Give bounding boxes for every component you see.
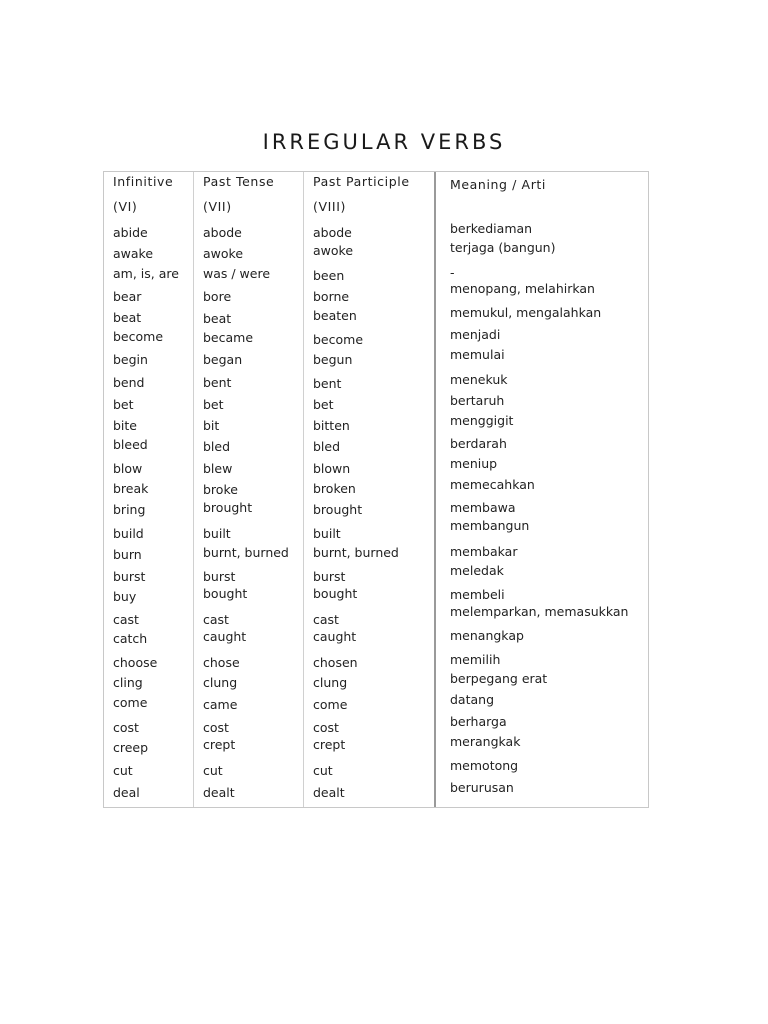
cell-past-participle: abode xyxy=(313,225,352,240)
cell-infinitive: cast xyxy=(113,612,139,627)
cell-meaning: membeli xyxy=(450,587,505,602)
cell-meaning: memilih xyxy=(450,652,501,667)
cell-past-participle: bled xyxy=(313,439,341,454)
cell-infinitive: choose xyxy=(113,655,158,670)
cell-meaning: membawa xyxy=(450,500,516,515)
cell-past-participle: come xyxy=(313,697,348,712)
cell-meaning: membangun xyxy=(450,518,530,533)
cell-past-participle: beaten xyxy=(313,308,357,323)
cell-past-participle: burst xyxy=(313,569,346,584)
cell-infinitive: cling xyxy=(113,675,143,690)
header-infinitive-code: (VI) xyxy=(113,199,138,214)
cell-past-tense: came xyxy=(203,697,238,712)
cell-past-tense: burnt, burned xyxy=(203,545,289,560)
cell-past-participle: burnt, burned xyxy=(313,545,399,560)
cell-past-participle: crept xyxy=(313,737,346,752)
verb-table xyxy=(103,171,649,808)
cell-infinitive: cost xyxy=(113,720,139,735)
cell-infinitive: cut xyxy=(113,763,133,778)
cell-infinitive: creep xyxy=(113,740,149,755)
cell-meaning: memecahkan xyxy=(450,477,535,492)
cell-infinitive: break xyxy=(113,481,149,496)
cell-infinitive: bring xyxy=(113,502,146,517)
cell-past-participle: cast xyxy=(313,612,339,627)
cell-past-participle: bent xyxy=(313,376,342,391)
cell-past-participle: chosen xyxy=(313,655,358,670)
cell-meaning: menopang, melahirkan xyxy=(450,281,595,296)
cell-past-tense: built xyxy=(203,526,231,541)
cell-infinitive: come xyxy=(113,695,148,710)
header-past-participle-code: (VIII) xyxy=(313,199,346,214)
cell-past-participle: awoke xyxy=(313,243,354,258)
cell-meaning: berharga xyxy=(450,714,507,729)
cell-meaning: memulai xyxy=(450,347,505,362)
cell-past-participle: begun xyxy=(313,352,353,367)
cell-past-tense: broke xyxy=(203,482,238,497)
cell-past-tense: caught xyxy=(203,629,247,644)
cell-meaning: bertaruh xyxy=(450,393,505,408)
cell-meaning: menjadi xyxy=(450,327,501,342)
cell-infinitive: build xyxy=(113,526,144,541)
cell-past-tense: chose xyxy=(203,655,240,670)
cell-meaning: terjaga (bangun) xyxy=(450,240,556,255)
cell-infinitive: bleed xyxy=(113,437,148,452)
cell-past-participle: caught xyxy=(313,629,357,644)
column-past-participle xyxy=(304,172,436,807)
cell-meaning: memukul, mengalahkan xyxy=(450,305,602,320)
cell-past-participle: cost xyxy=(313,720,339,735)
cell-past-tense: blew xyxy=(203,461,233,476)
cell-meaning: berpegang erat xyxy=(450,671,548,686)
cell-past-tense: bought xyxy=(203,586,248,601)
cell-meaning: berkediaman xyxy=(450,221,533,236)
column-past-tense xyxy=(194,172,304,807)
cell-infinitive: burn xyxy=(113,547,142,562)
cell-meaning: menangkap xyxy=(450,628,524,643)
header-past-tense-code: (VII) xyxy=(203,199,232,214)
cell-past-participle: become xyxy=(313,332,364,347)
cell-past-participle: brought xyxy=(313,502,363,517)
cell-infinitive: blow xyxy=(113,461,143,476)
page-title: IRREGULAR VERBS xyxy=(262,130,506,154)
cell-meaning: memotong xyxy=(450,758,519,773)
cell-past-participle: cut xyxy=(313,763,333,778)
cell-meaning: datang xyxy=(450,692,495,707)
cell-past-participle: bought xyxy=(313,586,358,601)
cell-infinitive: awake xyxy=(113,246,154,261)
cell-past-tense: began xyxy=(203,352,243,367)
cell-meaning: merangkak xyxy=(450,734,521,749)
cell-past-tense: brought xyxy=(203,500,253,515)
cell-past-participle: blown xyxy=(313,461,351,476)
cell-meaning: meledak xyxy=(450,563,504,578)
cell-past-tense: beat xyxy=(203,311,232,326)
cell-past-tense: clung xyxy=(203,675,238,690)
cell-past-participle: built xyxy=(313,526,341,541)
cell-meaning: - xyxy=(450,265,455,280)
cell-meaning: berdarah xyxy=(450,436,507,451)
cell-past-participle: dealt xyxy=(313,785,345,800)
cell-past-participle: bitten xyxy=(313,418,350,433)
header-past-participle: Past Participle xyxy=(313,174,410,189)
cell-past-tense: cast xyxy=(203,612,229,627)
cell-past-tense: bled xyxy=(203,439,231,454)
cell-infinitive: bet xyxy=(113,397,134,412)
cell-infinitive: become xyxy=(113,329,164,344)
cell-past-tense: bore xyxy=(203,289,232,304)
cell-infinitive: buy xyxy=(113,589,137,604)
column-meaning xyxy=(436,172,648,807)
header-past-tense: Past Tense xyxy=(203,174,275,189)
cell-past-participle: borne xyxy=(313,289,350,304)
cell-meaning: meniup xyxy=(450,456,498,471)
cell-past-tense: bit xyxy=(203,418,220,433)
cell-infinitive: begin xyxy=(113,352,148,367)
cell-past-tense: abode xyxy=(203,225,242,240)
column-infinitive xyxy=(104,172,194,807)
cell-past-tense: crept xyxy=(203,737,236,752)
cell-past-tense: became xyxy=(203,330,254,345)
cell-meaning: melemparkan, memasukkan xyxy=(450,604,629,619)
cell-meaning: menggigit xyxy=(450,413,514,428)
cell-meaning: berurusan xyxy=(450,780,514,795)
cell-infinitive: deal xyxy=(113,785,140,800)
header-meaning: Meaning / Arti xyxy=(450,177,547,192)
cell-past-tense: awoke xyxy=(203,246,244,261)
cell-infinitive: bend xyxy=(113,375,145,390)
cell-past-tense: burst xyxy=(203,569,236,584)
cell-past-tense: dealt xyxy=(203,785,235,800)
header-infinitive: Infinitive xyxy=(113,174,174,189)
cell-infinitive: bite xyxy=(113,418,137,433)
cell-infinitive: bear xyxy=(113,289,142,304)
cell-past-participle: been xyxy=(313,268,345,283)
cell-meaning: menekuk xyxy=(450,372,508,387)
cell-past-tense: was / were xyxy=(203,266,271,281)
cell-infinitive: abide xyxy=(113,225,148,240)
cell-past-tense: cut xyxy=(203,763,223,778)
cell-infinitive: burst xyxy=(113,569,146,584)
cell-meaning: membakar xyxy=(450,544,518,559)
cell-infinitive: catch xyxy=(113,631,148,646)
cell-infinitive: am, is, are xyxy=(113,266,179,281)
cell-past-tense: bet xyxy=(203,397,224,412)
cell-past-participle: clung xyxy=(313,675,348,690)
cell-past-participle: broken xyxy=(313,481,356,496)
cell-past-tense: cost xyxy=(203,720,229,735)
cell-infinitive: beat xyxy=(113,310,142,325)
cell-past-participle: bet xyxy=(313,397,334,412)
cell-past-tense: bent xyxy=(203,375,232,390)
